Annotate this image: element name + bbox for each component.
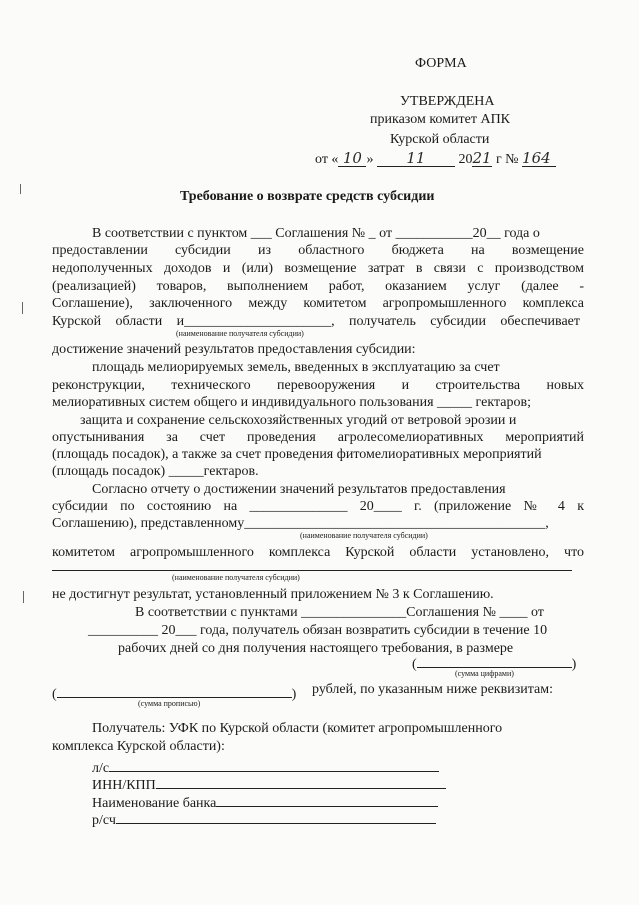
caption-recipient-2: (наименование получателя субсидии) [300,531,428,540]
amount-digits-blank [417,653,572,668]
p5-line3: рабочих дней со дня получения настоящего требования, в размере [118,641,514,656]
p4-line2: субсидии по состоянию на ______________ 20____ г. (приложение № 4 к [52,499,584,514]
p1-line1: В соответствии с пунктом ___ Соглашения № _ от ___________20__ года о [92,226,540,241]
inn-blank [156,775,446,789]
p2-line1: площадь мелиорируемых земель, введенных в эксплуатацию за счет [92,360,500,375]
date-close: » [366,152,374,167]
p5-line1: В соответствии с пунктами _______________Соглашения № ____ от [135,605,544,620]
amount-words-open: ( [52,687,57,702]
p2-line2: реконструкции, технического перевооружения и строительства новых [52,378,584,393]
p1-line3: недополученных доходов и (или) возмещение затрат в связи с производством [52,261,584,276]
date-year-suffix: 21 [472,149,492,167]
caption-amount-digits: (сумма цифрами) [455,669,514,678]
p5-line2: __________ 20___ года, получатель обязан возвратить субсидии в течение 10 [88,623,548,638]
p1-line4: (реализацией) товаров, выполнением работ, оказанием услуг (далее - [52,279,584,294]
bank-blank [216,793,438,807]
recipient-line1: Получатель: УФК по Курской области (комитет агропромышленного [92,721,503,736]
date-day: 10 [338,151,366,167]
bank-label: Наименование банка [92,796,217,811]
p3-line4: (площадь посадок) _____гектаров. [52,464,259,479]
approved-label: УТВЕРЖДЕНА [400,94,495,109]
p5-line5-text: рублей, по указанным ниже реквизитам: [312,682,553,697]
amount-digits-open: ( [412,657,417,672]
p3-line3: (площадь посадок), а также за счет проведения фитомелиоративных мероприятий [52,447,542,462]
date-prefix: от « [315,152,339,167]
order-line: приказом комитет АПК [370,112,511,127]
settlement-label: р/сч [92,813,116,828]
bank-row [92,793,438,811]
p3-line2: опустынивания за счет проведения агролесомелиоративных мероприятий [52,430,584,445]
account-blank [109,758,439,772]
inn-label: ИНН/КПП [92,778,156,793]
document-title: Требование о возврате средств субсидии [180,189,435,204]
caption-recipient-1: (наименование получателя субсидии) [176,329,304,338]
margin-mark-3 [23,591,24,603]
amount-digits-close: ) [571,657,577,672]
margin-mark-2 [22,302,23,314]
p2-line3: мелиоративных систем общего и индивидуального пользования _____ гектаров; [52,395,531,410]
caption-recipient-3: (наименование получателя субсидии) [172,573,300,582]
account-label: л/с [92,761,110,776]
p1-line2: предоставлении субсидии из областного бюджета на возмещение [52,243,584,258]
date-g: г № [495,152,519,167]
amount-words-blank [57,683,292,698]
approval-date-line [315,151,556,167]
recipient-name-underline [52,570,572,571]
p4-line4: комитетом агропромышленного комплекса Курской области установлено, что [52,545,584,560]
p1-line6: Курской области и_____________________, получатель субсидии обеспечивает [52,314,580,329]
date-month: 11 [377,151,455,167]
account-row [92,758,439,776]
date-year-prefix: 20 [458,152,473,167]
region-line: Курской области [390,132,490,147]
amount-words-close: ) [291,687,297,702]
p4-line3: Соглашению), представленному___________________________________________, [52,516,549,531]
form-label: ФОРМА [415,56,467,71]
p1-line5: Соглашение), заключенного между комитетом агропромышленного комплекса [52,296,584,311]
p3-line1: защита и сохранение сельскохозяйственных угодий от ветровой эрозии и [80,413,517,428]
p4-line1: Согласно отчету о достижении значений результатов предоставления [92,482,506,497]
p1-line7: достижение значений результатов предоставления субсидии: [52,342,416,357]
settlement-blank [116,810,436,824]
p4-line5: не достигнут результат, установленный приложением № 3 к Соглашению. [52,587,494,602]
settlement-row [92,810,436,828]
order-number: 164 [522,151,556,167]
caption-amount-words: (сумма прописью) [138,699,201,708]
margin-mark-1 [20,184,21,194]
inn-row [92,775,446,793]
recipient-line2: комплекса Курской области): [52,739,225,754]
